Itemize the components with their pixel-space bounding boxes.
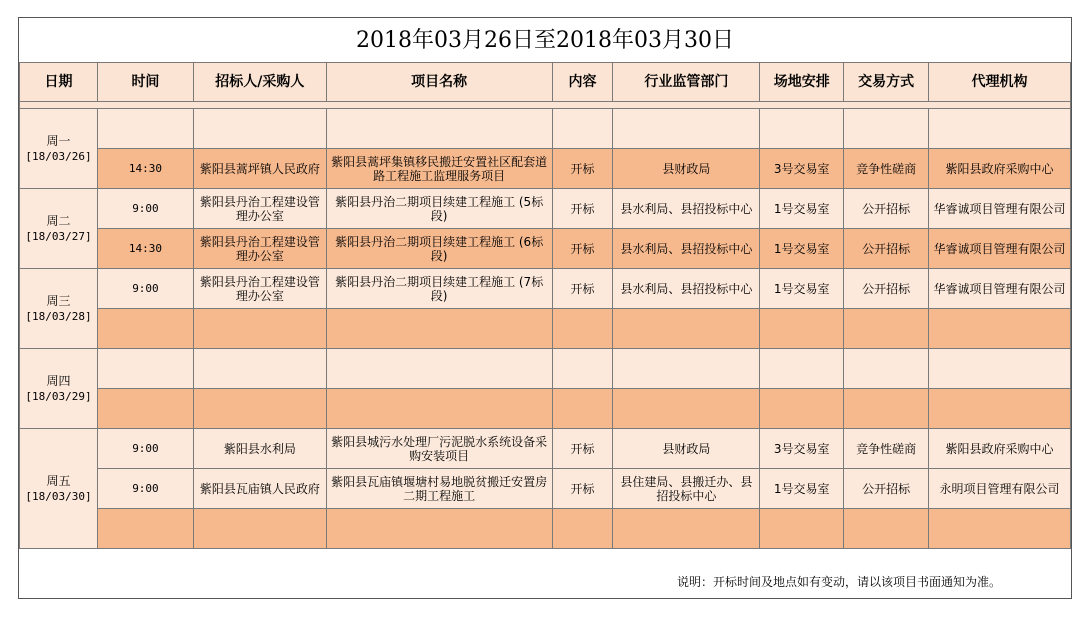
content-cell <box>552 109 613 149</box>
dept-cell: 县水利局、县招投标中心 <box>613 269 760 309</box>
dept-cell <box>613 349 760 389</box>
table-row <box>20 229 1071 269</box>
time-cell: 9:00 <box>97 429 193 469</box>
project-cell: 紫阳县蒿坪集镇移民搬迁安置社区配套道路工程施工监理服务项目 <box>326 149 552 189</box>
content-cell: 开标 <box>552 269 613 309</box>
project-cell <box>326 109 552 149</box>
day-name: 周五 <box>46 473 71 488</box>
table-row <box>20 429 1071 469</box>
day-name: 周一 <box>46 133 71 148</box>
day-cell-mon <box>20 109 98 189</box>
tenderer-cell: 紫阳县丹治工程建设管理办公室 <box>193 229 326 269</box>
table-row <box>20 149 1071 189</box>
time-cell: 9:00 <box>97 469 193 509</box>
method-cell: 竞争性磋商 <box>844 149 929 189</box>
venue-cell <box>760 349 844 389</box>
tenderer-cell <box>193 309 326 349</box>
dept-cell: 县财政局 <box>613 149 760 189</box>
project-cell: 紫阳县瓦庙镇堰塘村易地脱贫搬迁安置房二期工程施工 <box>326 469 552 509</box>
time-cell <box>97 509 193 549</box>
content-cell <box>552 509 613 549</box>
content-cell <box>552 389 613 429</box>
header-spacer <box>20 102 1071 109</box>
time-cell <box>97 389 193 429</box>
content-cell: 开标 <box>552 229 613 269</box>
project-cell <box>326 509 552 549</box>
project-cell: 紫阳县城污水处理厂污泥脱水系统设备采购安装项目 <box>326 429 552 469</box>
day-cell-fri <box>20 429 98 549</box>
dept-cell <box>613 309 760 349</box>
table-row <box>20 269 1071 309</box>
header-project: 项目名称 <box>326 63 552 102</box>
time-cell: 14:30 <box>97 149 193 189</box>
table-row <box>20 509 1071 549</box>
agency-cell <box>929 389 1071 429</box>
content-cell <box>552 309 613 349</box>
dept-cell: 县水利局、县招投标中心 <box>613 229 760 269</box>
day-date: [18/03/30] <box>25 489 92 503</box>
table-row <box>20 109 1071 149</box>
header-venue: 场地安排 <box>760 63 844 102</box>
dept-cell: 县财政局 <box>613 429 760 469</box>
time-cell <box>97 349 193 389</box>
method-cell: 公开招标 <box>844 269 929 309</box>
table-row <box>20 349 1071 389</box>
schedule-title: 2018年03月26日至2018年03月30日 <box>356 28 734 53</box>
schedule-frame <box>18 17 1072 599</box>
method-cell <box>844 349 929 389</box>
agency-cell: 永明项目管理有限公司 <box>929 469 1071 509</box>
content-cell: 开标 <box>552 469 613 509</box>
project-cell: 紫阳县丹治二期项目续建工程施工 (6标段) <box>326 229 552 269</box>
day-name: 周四 <box>46 373 71 388</box>
tenderer-cell: 紫阳县丹治工程建设管理办公室 <box>193 269 326 309</box>
method-cell <box>844 109 929 149</box>
table-row <box>20 469 1071 509</box>
table-row <box>20 189 1071 229</box>
day-date: [18/03/28] <box>25 309 92 323</box>
project-cell <box>326 309 552 349</box>
venue-cell <box>760 109 844 149</box>
venue-cell: 3号交易室 <box>760 429 844 469</box>
content-cell: 开标 <box>552 149 613 189</box>
footer-note: 说明：开标时间及地点如有变动，请以该项目书面通知为准。 <box>676 575 1001 589</box>
header-time: 时间 <box>97 63 193 102</box>
project-cell <box>326 349 552 389</box>
dept-cell <box>613 509 760 549</box>
agency-cell <box>929 109 1071 149</box>
tenderer-cell <box>193 349 326 389</box>
tenderer-cell <box>193 509 326 549</box>
day-date: [18/03/27] <box>25 229 92 243</box>
content-cell: 开标 <box>552 429 613 469</box>
day-date: [18/03/26] <box>25 149 92 163</box>
table-row <box>20 389 1071 429</box>
day-name: 周三 <box>46 293 71 308</box>
tenderer-cell: 紫阳县水利局 <box>193 429 326 469</box>
time-cell: 9:00 <box>97 189 193 229</box>
agency-cell: 紫阳县政府采购中心 <box>929 429 1071 469</box>
project-cell: 紫阳县丹治二期项目续建工程施工 (7标段) <box>326 269 552 309</box>
content-cell: 开标 <box>552 189 613 229</box>
venue-cell: 3号交易室 <box>760 149 844 189</box>
agency-cell <box>929 309 1071 349</box>
time-cell <box>97 309 193 349</box>
method-cell: 公开招标 <box>844 469 929 509</box>
day-name: 周二 <box>46 213 71 228</box>
method-cell: 公开招标 <box>844 189 929 229</box>
header-agency: 代理机构 <box>929 63 1071 102</box>
day-date: [18/03/29] <box>25 389 92 403</box>
dept-cell <box>613 109 760 149</box>
tenderer-cell <box>193 109 326 149</box>
project-cell: 紫阳县丹治二期项目续建工程施工 (5标段) <box>326 189 552 229</box>
day-cell-thu <box>20 349 98 429</box>
method-cell <box>844 309 929 349</box>
venue-cell: 1号交易室 <box>760 469 844 509</box>
dept-cell: 县水利局、县招投标中心 <box>613 189 760 229</box>
dept-cell: 县住建局、县搬迁办、县招投标中心 <box>613 469 760 509</box>
agency-cell: 紫阳县政府采购中心 <box>929 149 1071 189</box>
time-cell: 14:30 <box>97 229 193 269</box>
method-cell <box>844 509 929 549</box>
day-cell-tue <box>20 189 98 269</box>
venue-cell <box>760 509 844 549</box>
agency-cell: 华睿诚项目管理有限公司 <box>929 269 1071 309</box>
header-method: 交易方式 <box>844 63 929 102</box>
dept-cell <box>613 389 760 429</box>
venue-cell: 1号交易室 <box>760 269 844 309</box>
venue-cell: 1号交易室 <box>760 229 844 269</box>
header-date: 日期 <box>20 63 98 102</box>
tenderer-cell: 紫阳县蒿坪镇人民政府 <box>193 149 326 189</box>
agency-cell <box>929 509 1071 549</box>
method-cell: 公开招标 <box>844 229 929 269</box>
venue-cell <box>760 389 844 429</box>
tenderer-cell <box>193 389 326 429</box>
table-row <box>20 309 1071 349</box>
header-content: 内容 <box>552 63 613 102</box>
content-cell <box>552 349 613 389</box>
tenderer-cell: 紫阳县瓦庙镇人民政府 <box>193 469 326 509</box>
tenderer-cell: 紫阳县丹治工程建设管理办公室 <box>193 189 326 229</box>
venue-cell <box>760 309 844 349</box>
agency-cell: 华睿诚项目管理有限公司 <box>929 189 1071 229</box>
method-cell: 竞争性磋商 <box>844 429 929 469</box>
agency-cell: 华睿诚项目管理有限公司 <box>929 229 1071 269</box>
venue-cell: 1号交易室 <box>760 189 844 229</box>
schedule-table <box>19 62 1071 549</box>
day-cell-wed <box>20 269 98 349</box>
agency-cell <box>929 349 1071 389</box>
time-cell <box>97 109 193 149</box>
project-cell <box>326 389 552 429</box>
header-dept: 行业监管部门 <box>613 63 760 102</box>
header-row <box>20 63 1071 102</box>
time-cell: 9:00 <box>97 269 193 309</box>
header-tenderer: 招标人/采购人 <box>193 63 326 102</box>
footer <box>19 561 1071 598</box>
method-cell <box>844 389 929 429</box>
